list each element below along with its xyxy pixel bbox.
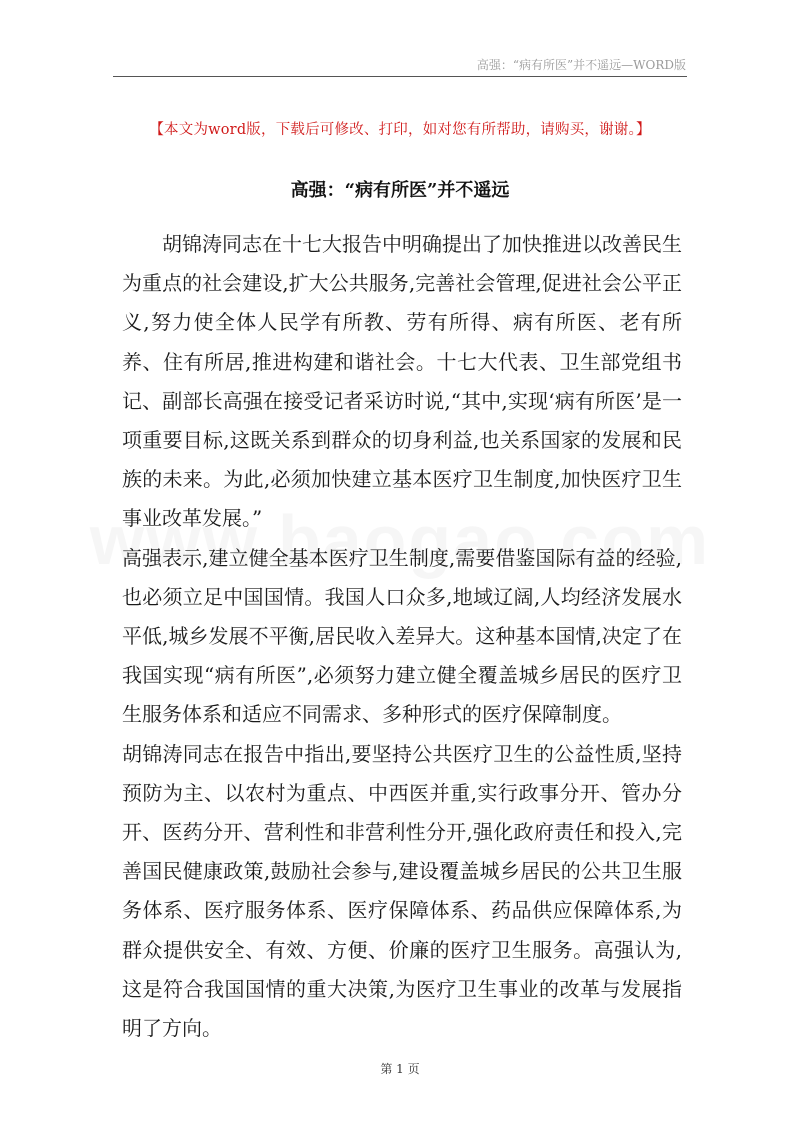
download-notice: 【本文为word版，下载后可修改、打印，如对您有所帮助，请购买，谢谢。】 bbox=[149, 122, 651, 138]
document-title: 高强：“病有所医”并不遥远 bbox=[290, 180, 510, 201]
document-body bbox=[122, 225, 682, 1048]
paragraph-2: 高强表示,建立健全基本医疗卫生制度,需要借鉴国际有益的经验,也必须立足中国国情。我国人口众多,地域辽阔,人均经济发展水平低,城乡发展不平衡,居民收入差异大。这种基本国情,决定了在我国实现“病有所医”,必须努力建立健全覆盖城乡居民的医疗卫生服务体系和适应不同需求、多种形式的医疗保障制度。 bbox=[122, 545, 682, 727]
running-header: 高强：“病有所医”并不遥远—WORD版 bbox=[476, 58, 686, 72]
header-divider bbox=[113, 76, 687, 77]
page-number: 第 1 页 bbox=[380, 1062, 420, 1076]
paragraph-1: 胡锦涛同志在十七大报告中明确提出了加快推进以改善民生为重点的社会建设,扩大公共服务,完善社会管理,促进社会公平正义,努力使全体人民学有所教、劳有所得、病有所医、老有所养、住有所居,推进构建和谐社会。十七大代表、卫生部党组书记、副部长高强在接受记者采访时说,“其中,实现‘病有所医’是一项重要目标,这既关系到群众的切身利益,也关系国家的发展和民族的未来。为此,必须加快建立基本医疗卫生制度,加快医疗卫生事业改革发展。” bbox=[122, 232, 682, 531]
paragraph-3: 胡锦涛同志在报告中指出,要坚持公共医疗卫生的公益性质,坚持预防为主、以农村为重点、中西医并重,实行政事分开、管办分开、医药分开、营利性和非营利性分开,强化政府责任和投入,完善国民健康政策,鼓励社会参与,建设覆盖城乡居民的公共卫生服务体系、医疗服务体系、医疗保障体系、药品供应保障体系,为群众提供安全、有效、方便、价廉的医疗卫生服务。高强认为,这是符合我国国情的重大决策,为医疗卫生事业的改革与发展指明了方向。 bbox=[122, 741, 682, 1041]
